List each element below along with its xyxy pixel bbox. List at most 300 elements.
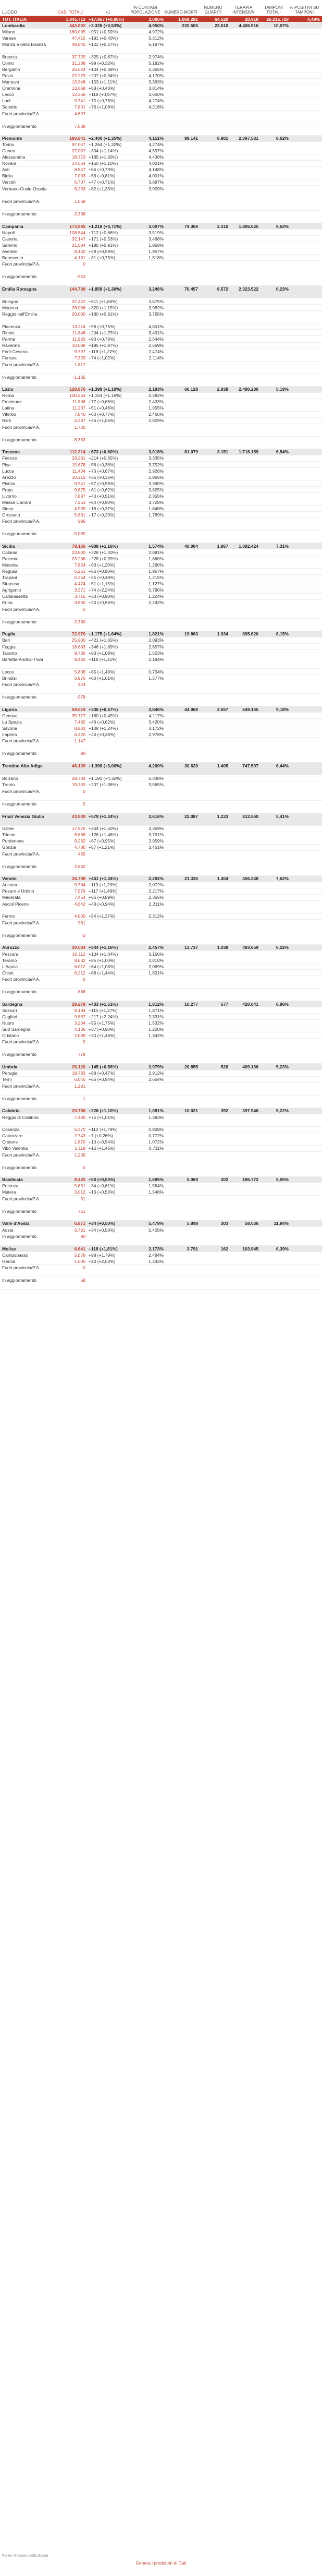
cell-increment: +1.154 (+1,16%) <box>89 393 122 399</box>
cell-place: In aggiornamento <box>2 1278 37 1283</box>
cell-total-cases: 3.600 <box>74 600 85 606</box>
cell-total-cases: 6.233 <box>74 186 85 191</box>
cell-total-cases: 778 <box>78 1052 85 1057</box>
province-row <box>0 738 322 750</box>
province-row <box>0 399 322 405</box>
province-row <box>0 85 322 91</box>
province-row <box>0 261 322 273</box>
cell-total-cases: -978 <box>76 694 85 700</box>
cell-total-cases: 21.604 <box>72 242 85 248</box>
cell-place: Umbria <box>2 1064 18 1069</box>
cell-percent-population: 3,519% <box>148 230 164 235</box>
region-row <box>0 387 322 393</box>
cell-place: In aggiornamento <box>2 932 37 938</box>
cell-increment: +1.191 (+4,32%) <box>89 775 122 781</box>
cell-place: Brescia <box>2 54 17 59</box>
cell-total-cases: 5.808 <box>74 669 85 675</box>
province-row <box>0 957 322 964</box>
cell-tests: 7,31% <box>276 543 289 549</box>
cell-total-cases: 25.900 <box>72 637 85 643</box>
cell-percent-population: 4,001% <box>148 173 164 179</box>
cell-increment: +56 (+0,81%) <box>89 173 116 179</box>
province-row <box>0 750 322 763</box>
cell-total-cases: 28.036 <box>72 305 85 310</box>
header-increment: +1 <box>105 10 110 15</box>
province-row <box>0 336 322 342</box>
cell-place: Pavia <box>2 73 14 78</box>
cell-tests: 5,41% <box>276 813 289 819</box>
cell-percent-population: 2,355% <box>148 895 164 900</box>
province-row <box>0 148 322 154</box>
region-row <box>0 22 322 29</box>
province-row <box>0 236 322 242</box>
cell-percent-population: 4,170% <box>148 73 164 78</box>
cell-percent-population: 3,359% <box>148 826 164 832</box>
cell-recovered: 1.867 <box>217 543 228 549</box>
cell-increment: +77 (+0,66%) <box>89 399 116 405</box>
cell-increment: +16 (+1,45%) <box>89 1146 116 1151</box>
cell-increment: +226 (+1,10%) <box>89 1108 118 1114</box>
cell-place: Ferrara <box>2 355 17 361</box>
cell-place: Firenze <box>2 455 17 461</box>
cell-total-cases: -1.135 <box>72 374 85 380</box>
cell-increment: +66 (+0,89%) <box>89 895 116 900</box>
cell-place: Isernia <box>2 1258 16 1264</box>
cell-tests: 8,15% <box>276 631 289 637</box>
cell-icu: 1.806.025 <box>239 223 258 229</box>
cell-place: Forlì-Cesena <box>2 349 28 355</box>
cell-total-cases: 995 <box>78 519 85 524</box>
cell-place: Benevento <box>2 255 23 260</box>
cell-increment: +908 (+1,16%) <box>89 543 118 549</box>
cell-increment: +61 (+0,62%) <box>89 487 116 492</box>
cell-increment: +207 (+0,94%) <box>89 73 118 78</box>
cell-place: Cosenza <box>2 1127 20 1133</box>
cell-place: Enna <box>2 600 13 606</box>
cell-place: Vibo Valentia <box>2 1146 28 1151</box>
cell-total-cases: 4.642 <box>74 901 85 907</box>
cell-increment: +712 (+0,66%) <box>89 230 118 235</box>
cell-percent-population: 2,365% <box>148 66 164 72</box>
cell-total-cases: 10.215 <box>72 474 85 480</box>
region-row <box>0 543 322 549</box>
cell-total-cases: 6.707 <box>74 179 85 185</box>
cell-total-cases: 22.279 <box>72 73 85 78</box>
province-row <box>0 311 322 323</box>
cell-percent-population: 3,390% <box>148 480 164 486</box>
province-row <box>0 531 322 543</box>
cell-increment: +82 (+1,33%) <box>89 186 116 191</box>
cell-increment: +85 (+1,00%) <box>89 957 116 963</box>
cell-increment: +579 (+1,34%) <box>89 813 118 819</box>
province-row <box>0 976 322 989</box>
province-row <box>0 437 322 449</box>
cell-total-cases: 0 <box>83 261 85 267</box>
cell-total-cases: 18.773 <box>72 154 85 160</box>
region-row <box>0 1177 322 1183</box>
cell-place: Taranto <box>2 650 17 656</box>
cell-icu: 483.659 <box>242 945 258 950</box>
cell-total-cases: 9.764 <box>74 882 85 888</box>
cell-total-cases: 29.278 <box>72 1001 85 1007</box>
cell-increment: +2.326 (+0,53%) <box>89 22 122 28</box>
cell-percent-population: 3,018% <box>148 449 164 455</box>
cell-place: Bergamo <box>2 66 20 72</box>
province-row <box>0 838 322 845</box>
cell-percent-population: 2,657% <box>148 644 164 649</box>
cell-place: Sardegna <box>2 1001 22 1007</box>
cell-total-cases: 3.204 <box>74 1020 85 1026</box>
cell-place: Fuori provincia/P.A. <box>2 851 41 857</box>
cell-total-cases: 6.641 <box>74 1246 85 1251</box>
province-row <box>0 562 322 569</box>
cell-total-cases: 2.682 <box>74 863 85 869</box>
cell-place: In aggiornamento <box>2 1208 37 1214</box>
region-row <box>0 945 322 951</box>
cell-increment: +191 (+0,40%) <box>89 35 118 41</box>
cell-place: In aggiornamento <box>2 619 37 624</box>
cell-total-cases: 14.664 <box>72 161 85 166</box>
cell-percent-population: 2,355% <box>148 493 164 499</box>
cell-percent-population: 4,274% <box>148 142 164 148</box>
cell-place: Catanzaro <box>2 1133 23 1139</box>
cell-total-cases: 28.784 <box>72 775 85 781</box>
cell-total-cases: 2.743 <box>74 1133 85 1139</box>
cell-place: In aggiornamento <box>2 801 37 806</box>
cell-percent-population: 2,217% <box>148 888 164 894</box>
cell-place: Bolzano <box>2 775 18 781</box>
footer-link[interactable]: Dati <box>178 2560 187 2566</box>
cell-deaths: 30.620 <box>184 763 198 769</box>
cell-place: Crotone <box>2 1139 18 1145</box>
cell-percent-population: 2,912% <box>148 1070 164 1076</box>
cell-place: Reggio nell'Emilia <box>2 311 38 317</box>
cell-total-cases: 9.425 <box>74 1177 85 1183</box>
cell-place: Salerno <box>2 242 18 248</box>
cell-increment: +119 (+1,23%) <box>89 882 118 888</box>
cell-increment: +1.398 (+3,00%) <box>89 763 122 769</box>
province-row <box>0 913 322 920</box>
cell-increment: +76 (+1,08%) <box>89 104 116 110</box>
cell-total-cases: 30.084 <box>72 945 85 950</box>
cell-increment: +60 (+1,01%) <box>89 675 116 681</box>
cell-tests: 5,23% <box>276 1064 289 1069</box>
cell-increment: +48 (+0,59%) <box>89 248 116 254</box>
cell-percent-population: 1,955% <box>148 405 164 411</box>
cell-total-cases: 6.251 <box>74 569 85 574</box>
cell-total-cases: -5.065 <box>72 531 85 537</box>
cell-percent-population: 1,220% <box>148 1026 164 1032</box>
cell-place: Latina <box>2 405 15 411</box>
header-positive-rate: % POSITIVI SU TAMPONI <box>289 5 319 15</box>
source-note: Fonte: Ministero della Salute <box>2 2554 48 2558</box>
province-row <box>0 405 322 412</box>
cell-total-cases: 97.057 <box>72 142 85 148</box>
cell-place: Liguria <box>2 706 17 712</box>
cell-deaths: 3.791 <box>187 1246 198 1251</box>
table-header <box>0 0 322 16</box>
cell-total-cases: -2 <box>81 932 85 938</box>
cell-increment: +17.867 (+0,98%) <box>89 16 125 22</box>
province-row <box>0 1020 322 1026</box>
province-row <box>0 104 322 111</box>
cell-place: Aosta <box>2 1227 14 1233</box>
cell-increment: +160 (+1,10%) <box>89 161 118 166</box>
region-row <box>0 1001 322 1007</box>
cell-place: Fuori provincia/P.A. <box>2 788 41 794</box>
province-row <box>0 186 322 198</box>
cell-percent-population: 3,451% <box>148 845 164 850</box>
region-row <box>0 763 322 775</box>
cell-place: Fermo <box>2 913 15 919</box>
cell-place: Monza e della Brianza <box>2 42 46 47</box>
cell-percent-population: 2,829% <box>148 418 164 424</box>
cell-deaths: 10.021 <box>184 1108 198 1114</box>
cell-total-cases: 6.045 <box>74 1077 85 1082</box>
cell-percent-population: 1,584% <box>148 1183 164 1189</box>
cell-place: Fuori provincia/P.A. <box>2 1152 41 1158</box>
cell-place: Ancona <box>2 882 17 888</box>
cell-icu: 2.323.522 <box>239 286 258 292</box>
cell-place: Molise <box>2 1246 16 1251</box>
cell-place: Barletta-Andria-Trani <box>2 657 43 663</box>
cell-percent-population: 3,491% <box>148 330 164 335</box>
cell-icu: 499.136 <box>242 1064 258 1069</box>
cell-increment: +56 (+0,94%) <box>89 1077 116 1082</box>
cell-place: Avellino <box>2 248 18 254</box>
cell-place: In aggiornamento <box>2 1234 37 1239</box>
cell-place: Grosseto <box>2 512 20 517</box>
cell-icu: 103.945 <box>242 1246 258 1251</box>
cell-place: Campobasso <box>2 1252 29 1258</box>
cell-percent-population: 3,752% <box>148 462 164 467</box>
province-row <box>0 920 322 932</box>
province-row <box>0 487 322 493</box>
cell-percent-population: 1,812% <box>148 1001 164 1007</box>
cell-place: Fuori provincia/P.A. <box>2 1265 41 1271</box>
cell-increment: +64 (+0,73%) <box>89 167 116 173</box>
cell-total-cases: 7.480 <box>74 1114 85 1120</box>
cell-tests: 9,18% <box>276 706 289 712</box>
province-row <box>0 343 322 349</box>
cell-total-cases: 9.262 <box>74 838 85 844</box>
province-row <box>0 424 322 437</box>
province-row <box>0 1127 322 1133</box>
cell-increment: +228 (+0,99%) <box>89 556 118 562</box>
province-row <box>0 499 322 505</box>
cell-total-cases: 11.848 <box>72 330 85 335</box>
cell-place: Cremona <box>2 85 20 91</box>
cell-recovered: 6.572 <box>217 286 228 292</box>
cell-tests: 26.215.729 <box>266 16 289 22</box>
cell-percent-population: 2,072% <box>148 882 164 888</box>
cell-total-cases: 12.256 <box>72 91 85 97</box>
cell-percent-population: 2,211% <box>148 901 164 907</box>
cell-percent-population: 4,218% <box>148 104 164 110</box>
cell-total-cases: 0 <box>83 977 85 982</box>
cell-increment: +204 (+1,75%) <box>89 330 118 335</box>
region-row <box>0 1246 322 1252</box>
cell-total-cases: -2.380 <box>72 619 85 624</box>
cell-total-cases: 7.801 <box>74 104 85 110</box>
province-row <box>0 242 322 248</box>
cell-percent-population: 4,950% <box>148 22 164 28</box>
cell-total-cases: 59.619 <box>72 706 85 712</box>
cell-increment: +7 (+0,26%) <box>89 1133 113 1139</box>
cell-increment: +46 (+0,62%) <box>89 719 116 725</box>
cell-place: Parma <box>2 336 16 342</box>
cell-percent-population: 5,312% <box>148 35 164 41</box>
cell-increment: +104 (+1,04%) <box>89 951 118 957</box>
cell-percent-population: 2,959% <box>148 838 164 844</box>
cell-increment: +118 (+1,22%) <box>89 349 118 355</box>
province-row <box>0 788 322 801</box>
cell-place: Campania <box>2 223 23 229</box>
cell-place: Caserta <box>2 236 18 242</box>
cell-total-cases: 19.355 <box>72 781 85 787</box>
cell-increment: +64 (+0,90%) <box>89 499 116 505</box>
cell-deaths: 1.068.281 <box>178 16 198 22</box>
cell-icu: 456.348 <box>242 876 258 882</box>
cell-percent-population: 2,457% <box>148 945 164 950</box>
cell-percent-population: 3,007% <box>148 223 164 229</box>
cell-place: In aggiornamento <box>2 1052 37 1057</box>
cell-place: Sicilia <box>2 543 15 549</box>
province-row <box>0 462 322 468</box>
cell-total-cases: 6.871 <box>74 1221 85 1226</box>
province-row <box>0 644 322 650</box>
cell-percent-population: 4,436% <box>148 154 164 160</box>
province-row <box>0 569 322 575</box>
cell-total-cases: 3.371 <box>74 587 85 593</box>
province-row <box>0 1189 322 1196</box>
cell-total-cases: 7.482 <box>74 719 85 725</box>
cell-percent-population: 1,695% <box>148 1177 164 1183</box>
cell-total-cases: 1.005 <box>74 1258 85 1264</box>
cell-total-cases: 465 <box>78 851 85 857</box>
cell-total-cases: 2.089 <box>74 1032 85 1038</box>
region-row <box>0 813 322 826</box>
cell-percent-population: 2,433% <box>148 399 164 405</box>
cell-recovered: 202 <box>220 1177 228 1183</box>
province-row <box>0 781 322 788</box>
province-row <box>0 964 322 970</box>
cell-increment: +34 (+0,50%) <box>89 1227 116 1233</box>
cell-total-cases: 7.979 <box>74 888 85 894</box>
cell-percent-population: 2,081% <box>148 550 164 555</box>
cell-recovered: 526 <box>220 1064 228 1069</box>
cell-total-cases: 180.841 <box>69 136 85 141</box>
cell-total-cases: 1.870 <box>74 1139 85 1145</box>
cell-percent-population: 3,814% <box>148 85 164 91</box>
cell-total-cases: 173.985 <box>69 223 85 229</box>
cell-percent-population: 1,957% <box>148 569 164 574</box>
cell-percent-population: 3,335% <box>148 455 164 461</box>
cell-total-cases: 443.892 <box>69 22 85 28</box>
province-row <box>0 1164 322 1177</box>
cell-increment: +17 (+0,29%) <box>89 512 116 517</box>
cell-increment: +35 (+0,35%) <box>89 474 116 480</box>
cell-increment: +1.218 (+0,71%) <box>89 223 122 229</box>
cell-percent-population: 2,569% <box>148 343 164 348</box>
cell-place: Lodi <box>2 98 11 104</box>
province-row <box>0 330 322 336</box>
cell-percent-population: 1,072% <box>148 1139 164 1145</box>
cell-percent-population: 1,224% <box>148 594 164 599</box>
cell-total-cases: 0 <box>83 1265 85 1271</box>
province-row <box>0 173 322 179</box>
cell-total-cases: 6.212 <box>74 970 85 976</box>
cell-increment: +93 (+0,78%) <box>89 336 116 342</box>
cell-total-cases: 13.214 <box>72 323 85 329</box>
province-row <box>0 575 322 581</box>
cell-total-cases: 4.136 <box>74 1026 85 1032</box>
cell-total-cases: 9.184 <box>74 1007 85 1013</box>
cell-total-cases: 6.012 <box>74 964 85 969</box>
cell-increment: +64 (+1,08%) <box>89 964 116 969</box>
province-row <box>0 273 322 286</box>
cell-tests: 9,63% <box>276 223 289 229</box>
province-row <box>0 1032 322 1039</box>
cell-place: Genova <box>2 713 18 718</box>
cell-percent-population: 4,597% <box>148 148 164 154</box>
province-row <box>0 123 322 136</box>
cell-total-cases: 18.783 <box>72 1070 85 1076</box>
cell-place: Fuori provincia/P.A. <box>2 1039 41 1045</box>
cell-tests: 6,23% <box>276 286 289 292</box>
province-row <box>0 1227 322 1233</box>
cell-tests: 5,05% <box>276 1177 289 1183</box>
cell-increment: +336 (+0,57%) <box>89 706 118 712</box>
cell-total-cases: 1.291 <box>74 1083 85 1089</box>
cell-recovered: 2.657 <box>217 706 228 712</box>
cell-place: Pesaro e Urbino <box>2 888 34 894</box>
province-row <box>0 29 322 35</box>
province-row <box>0 951 322 957</box>
province-row <box>0 731 322 738</box>
cell-percent-population: 0,734% <box>148 669 164 675</box>
cell-percent-population: 1,860% <box>148 556 164 562</box>
cell-total-cases: 11.806 <box>72 399 85 405</box>
cell-total-cases: 7.887 <box>74 493 85 499</box>
province-row <box>0 895 322 901</box>
cell-percent-population: 1,574% <box>148 543 164 549</box>
cell-percent-population: 2,474% <box>148 349 164 355</box>
cell-deaths: 13.737 <box>184 945 198 950</box>
cell-place: Pisa <box>2 462 11 467</box>
cell-recovered: 1.404 <box>217 876 228 882</box>
cell-tests: 6,39% <box>276 1246 289 1251</box>
province-row <box>0 198 322 211</box>
cell-deaths: 5.898 <box>187 1221 198 1226</box>
cell-total-cases: 20.786 <box>72 1108 85 1114</box>
cell-place: Vercelli <box>2 179 17 185</box>
cell-percent-population: 2,974% <box>148 54 164 59</box>
cell-total-cases: 4.697 <box>74 111 85 116</box>
cell-increment: +40 (+0,51%) <box>89 493 116 499</box>
cell-percent-population: 4,151% <box>148 136 164 141</box>
province-row <box>0 230 322 236</box>
cell-percent-population: 4,972% <box>148 29 164 34</box>
cell-total-cases: 7.454 <box>74 895 85 900</box>
cell-total-cases: 27.057 <box>72 148 85 154</box>
province-row <box>0 549 322 556</box>
cell-place: Trentino Alto Adige <box>2 763 43 769</box>
cell-increment: +1.264 (+1,32%) <box>89 142 122 148</box>
cell-icu: 58.036 <box>245 1221 258 1226</box>
cell-place: Veneto <box>2 876 17 882</box>
cell-increment: +118 (+1,81%) <box>89 1246 118 1251</box>
